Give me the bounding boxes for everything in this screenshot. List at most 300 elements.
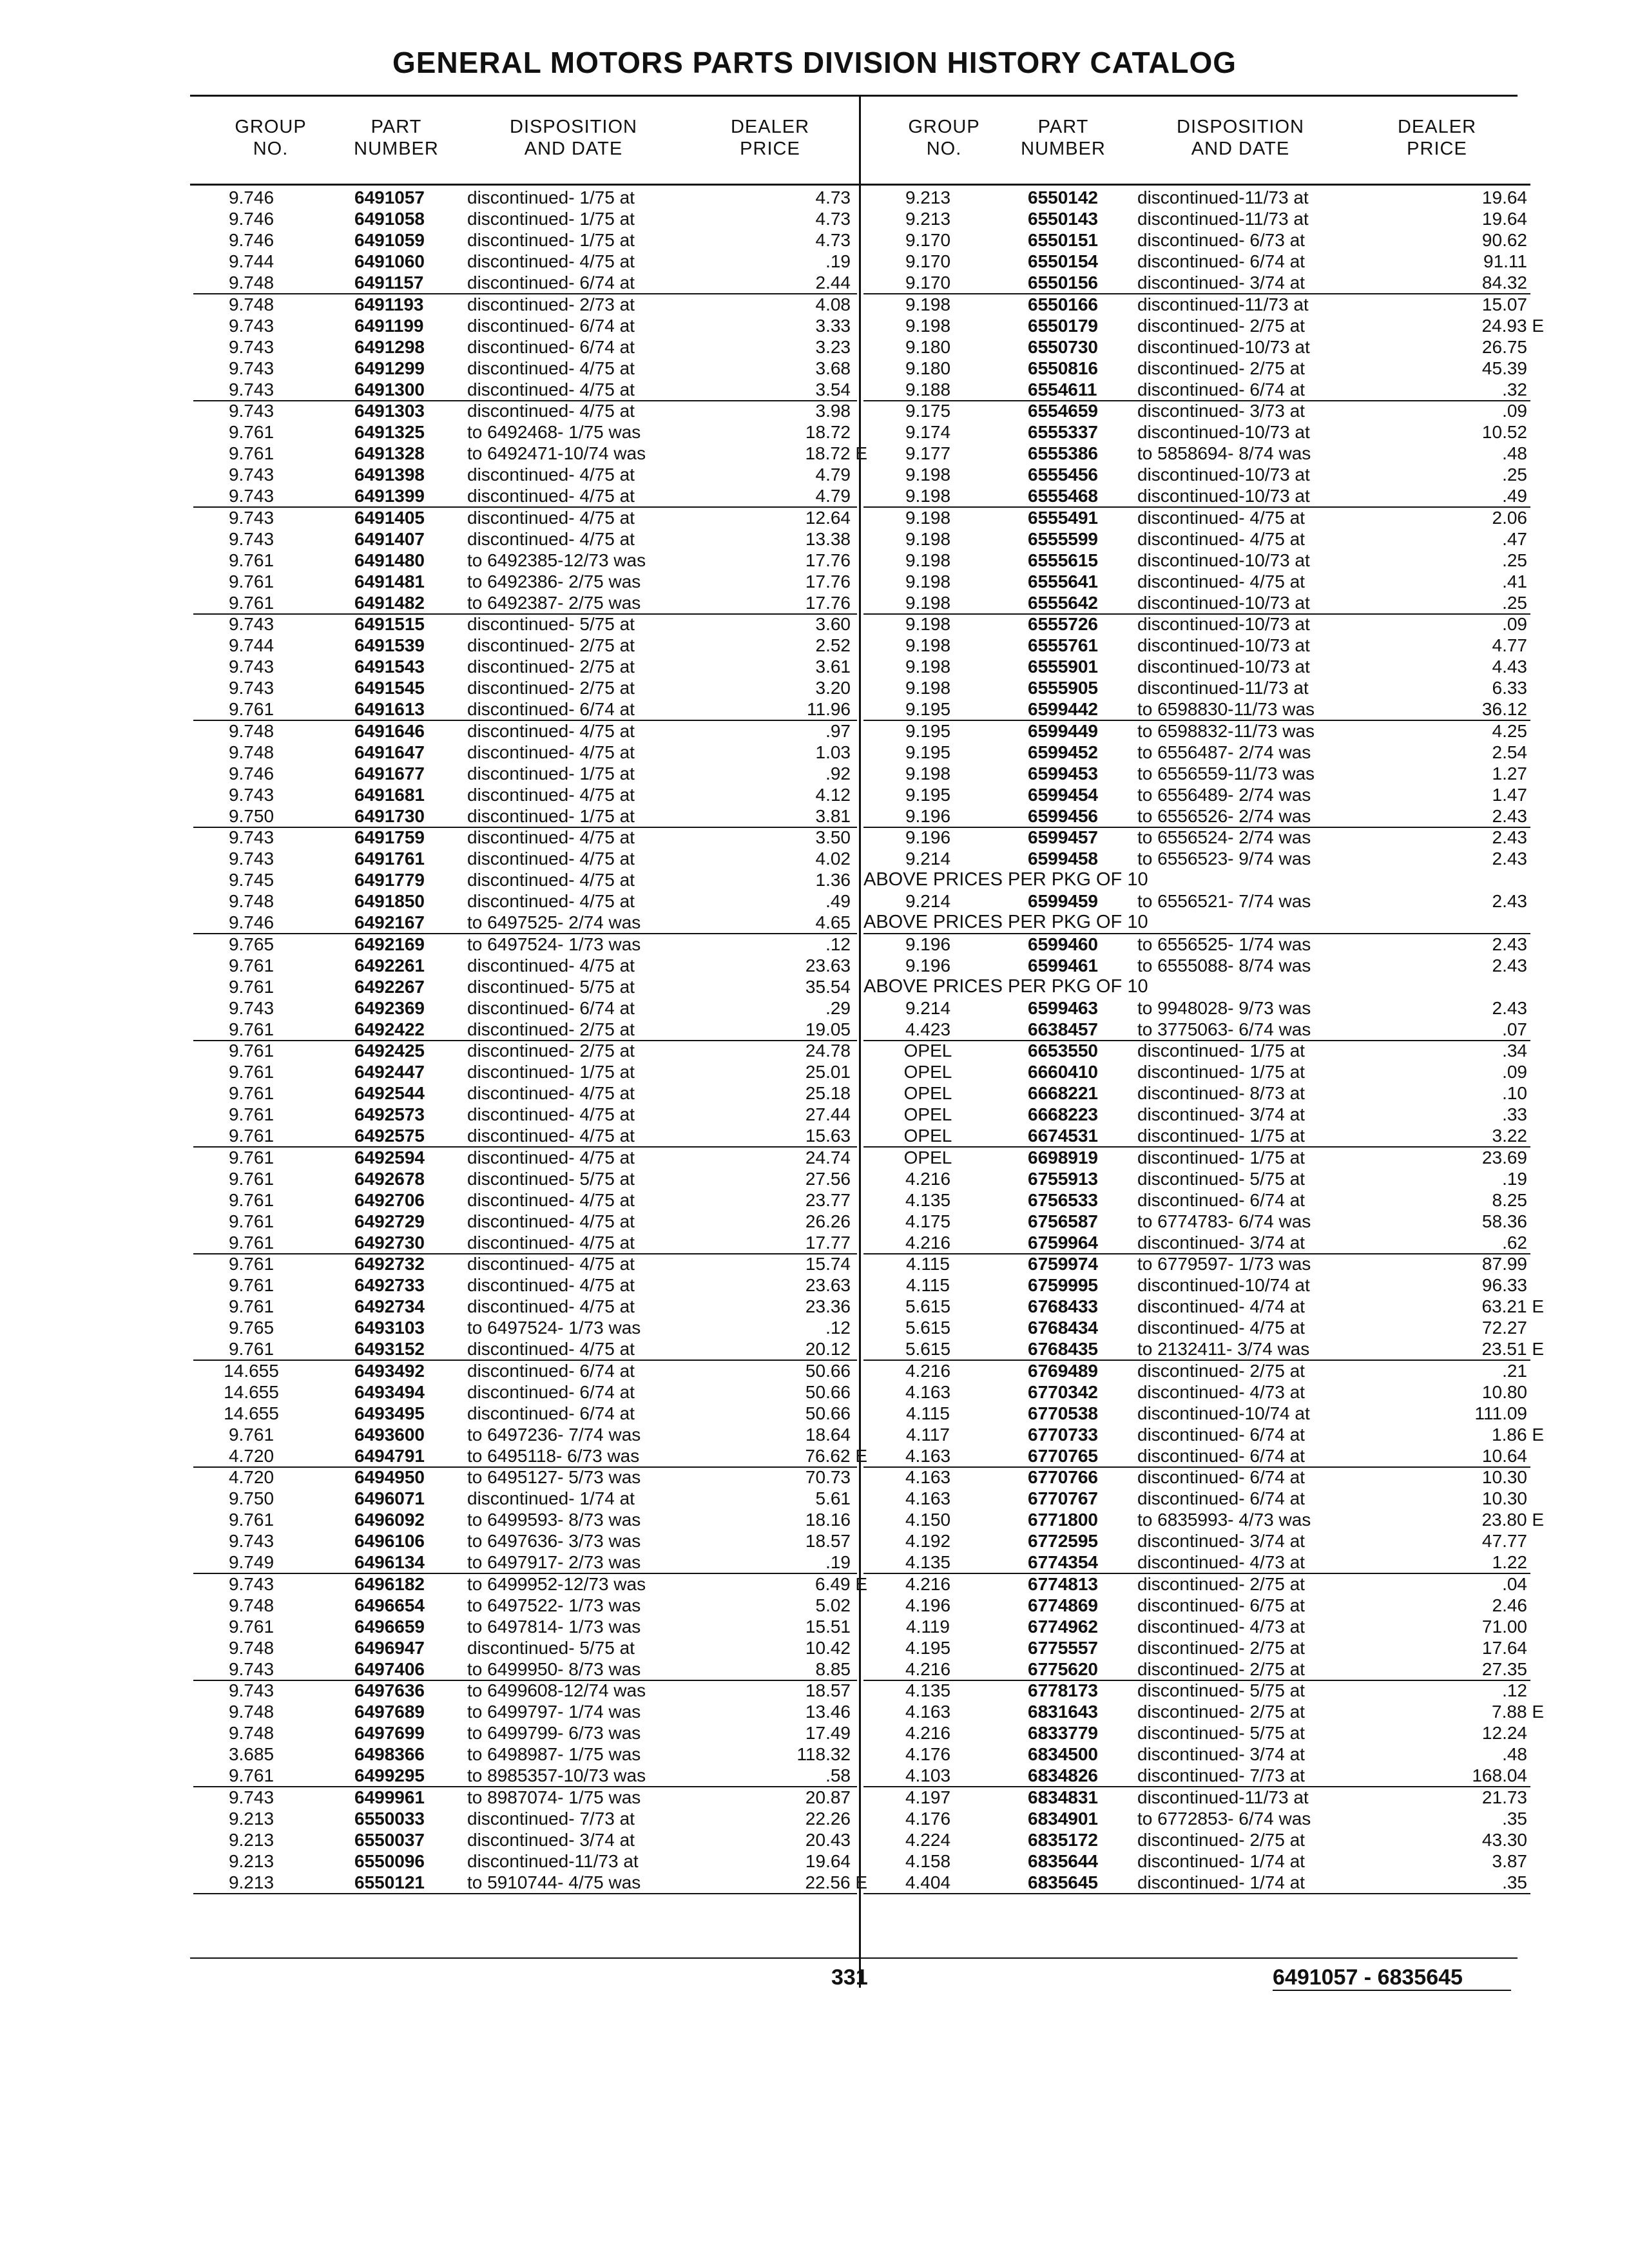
table-row <box>193 613 857 635</box>
disposition: discontinued- 4/75 at <box>467 1211 635 1231</box>
dealer-price: 17.77 <box>805 1232 851 1253</box>
group-number: 9.761 <box>228 1147 275 1168</box>
group-number: 9.761 <box>228 1424 275 1445</box>
dealer-price: 19.05 <box>805 1019 851 1039</box>
group-number: 9.761 <box>228 1254 275 1274</box>
table-row <box>193 1637 857 1658</box>
table-row <box>863 1808 1530 1829</box>
disposition: discontinued- 2/75 at <box>1137 1573 1305 1594</box>
part-number: 6599456 <box>1028 805 1099 826</box>
dealer-price: 4.79 <box>815 465 851 485</box>
disposition: to 6497522- 1/73 was <box>467 1595 641 1615</box>
table-row <box>863 272 1530 294</box>
dealer-price: 27.56 <box>805 1168 851 1189</box>
dealer-price: 10.80 <box>1481 1381 1527 1402</box>
dealer-price: 13.46 <box>805 1702 851 1722</box>
group-number: 9.195 <box>905 720 951 741</box>
dealer-price: 19.64 <box>805 1850 851 1871</box>
part-number: 6499295 <box>354 1765 425 1786</box>
part-number: 6491482 <box>354 592 425 613</box>
table-row <box>863 1466 1530 1488</box>
table-row <box>863 1360 1530 1381</box>
group-number: 9.743 <box>228 465 275 485</box>
group-number: 4.135 <box>905 1189 951 1210</box>
part-number: 6555641 <box>1028 571 1099 591</box>
dealer-price: .21 <box>1502 1360 1527 1381</box>
disposition: to 6497636- 3/73 was <box>467 1531 641 1552</box>
part-number: 6493494 <box>354 1381 425 1402</box>
table-row <box>863 1211 1530 1232</box>
group-number: 9.213 <box>228 1808 275 1829</box>
group-number: 4.404 <box>905 1872 951 1892</box>
part-number: 6555337 <box>1028 422 1099 443</box>
dealer-price: .25 <box>1502 465 1527 485</box>
disposition: to 5858694- 8/74 was <box>1137 443 1311 464</box>
group-number: 4.163 <box>905 1467 951 1487</box>
disposition: to 8985357-10/73 was <box>467 1765 646 1786</box>
disposition: discontinued-10/73 at <box>1137 635 1310 656</box>
header-disposition-2: AND DATE <box>524 139 623 159</box>
dealer-price: .12 <box>825 1318 851 1338</box>
group-number: 9.765 <box>228 1318 275 1338</box>
table-row <box>193 1360 857 1381</box>
disposition: to 6556521- 7/74 was <box>1137 891 1311 912</box>
disposition: discontinued- 3/74 at <box>1137 1104 1305 1125</box>
part-number: 6774354 <box>1028 1552 1099 1573</box>
group-number: 9.748 <box>228 1595 275 1615</box>
part-number: 6492425 <box>354 1041 425 1061</box>
group-number: 9.748 <box>228 1723 275 1744</box>
part-number: 6491730 <box>354 805 425 826</box>
disposition: discontinued- 4/73 at <box>1137 1552 1305 1573</box>
dealer-price: 3.68 <box>815 358 851 378</box>
dealer-price: .10 <box>1502 1083 1527 1104</box>
disposition: to 6499797- 1/74 was <box>467 1702 641 1722</box>
table-row <box>193 677 857 698</box>
part-number: 6492575 <box>354 1126 425 1146</box>
dealer-price: 4.73 <box>815 209 851 229</box>
group-number: 9.743 <box>228 379 275 399</box>
part-number: 6599449 <box>1028 720 1099 741</box>
table-row <box>193 550 857 571</box>
table-row <box>193 528 857 550</box>
part-number: 6492733 <box>354 1275 425 1296</box>
dealer-price: 19.64 <box>1481 187 1527 207</box>
table-row <box>863 251 1530 272</box>
disposition: discontinued-11/73 at <box>1137 294 1309 314</box>
table-row <box>193 229 857 251</box>
group-number: 9.743 <box>228 1573 275 1594</box>
table-row <box>863 507 1530 528</box>
dealer-price: 50.66 <box>805 1360 851 1381</box>
disposition: to 6774783- 6/74 was <box>1137 1211 1311 1231</box>
part-number: 6491539 <box>354 635 425 656</box>
part-number: 6834826 <box>1028 1765 1099 1786</box>
part-number: 6491761 <box>354 849 425 869</box>
dealer-price: .12 <box>825 934 851 954</box>
group-number: 9.761 <box>228 1211 275 1231</box>
part-number: 6550151 <box>1028 230 1099 251</box>
dealer-price: 1.03 <box>815 742 851 762</box>
group-number: 9.175 <box>905 401 951 421</box>
part-number: 6668223 <box>1028 1104 1099 1125</box>
group-number: 9.743 <box>228 401 275 421</box>
header-disposition-1: DISPOSITION <box>1177 117 1304 137</box>
disposition: discontinued- 6/75 at <box>1137 1595 1305 1615</box>
group-number: 9.170 <box>905 273 951 293</box>
table-row <box>193 400 857 421</box>
group-number: 9.198 <box>905 592 951 613</box>
part-number: 6491759 <box>354 827 425 847</box>
table-row <box>863 613 1530 635</box>
dealer-price: 11.96 <box>807 699 851 720</box>
group-number: 9.746 <box>228 912 275 933</box>
group-number: 9.214 <box>905 891 951 912</box>
price-note-row <box>863 976 1530 997</box>
table-row <box>863 1232 1530 1254</box>
table-row <box>193 571 857 592</box>
group-number: 9.744 <box>228 635 275 656</box>
dealer-price: 24.93 E <box>1481 315 1544 336</box>
dealer-price: 2.43 <box>1492 827 1527 847</box>
dealer-price: .29 <box>825 997 851 1018</box>
group-number: 9.214 <box>905 849 951 869</box>
group-number: 9.745 <box>228 870 275 890</box>
part-number: 6775620 <box>1028 1658 1099 1679</box>
part-number: 6492167 <box>354 912 425 933</box>
part-number: 6497636 <box>354 1680 425 1700</box>
table-row <box>863 997 1530 1019</box>
dealer-price: 45.39 <box>1481 358 1527 378</box>
dealer-price: 2.43 <box>1492 955 1527 975</box>
dealer-price: 4.08 <box>815 294 851 314</box>
group-number: 9.743 <box>228 1787 275 1807</box>
dealer-price: 4.77 <box>1492 635 1527 656</box>
part-number: 6554611 <box>1028 379 1097 399</box>
disposition: discontinued- 4/75 at <box>467 486 635 506</box>
dealer-price: 3.61 <box>815 657 851 677</box>
part-number: 6759995 <box>1028 1275 1099 1296</box>
table-row <box>193 784 857 805</box>
table-row <box>193 187 857 208</box>
table-row <box>193 379 857 401</box>
disposition: discontinued- 2/75 at <box>1137 1829 1305 1850</box>
table-row <box>193 1147 857 1168</box>
disposition: discontinued-10/74 at <box>1137 1403 1310 1423</box>
disposition: discontinued-10/73 at <box>1137 336 1310 357</box>
table-row <box>863 1616 1530 1637</box>
disposition: discontinued- 4/73 at <box>1137 1381 1305 1402</box>
table-row <box>863 1850 1530 1872</box>
group-number: 4.195 <box>905 1637 951 1658</box>
dealer-price: .09 <box>1502 401 1527 421</box>
dealer-price: 50.66 <box>805 1403 851 1423</box>
group-number: 9.743 <box>228 528 275 549</box>
header-group-1: GROUP <box>235 117 307 137</box>
group-number: 4.175 <box>905 1211 951 1231</box>
disposition: to 6772853- 6/74 was <box>1137 1808 1311 1829</box>
disposition: discontinued-11/73 at <box>1137 187 1309 207</box>
disposition: discontinued- 6/74 at <box>1137 1445 1305 1466</box>
disposition: discontinued- 2/75 at <box>467 657 635 677</box>
group-number: 9.198 <box>905 657 951 677</box>
group-number: 9.198 <box>905 614 951 634</box>
disposition: discontinued- 3/74 at <box>1137 1531 1305 1552</box>
group-number: 9.743 <box>228 784 275 805</box>
table-row <box>193 656 857 677</box>
header-disposition-1: DISPOSITION <box>510 117 637 137</box>
dealer-price: 2.43 <box>1492 849 1527 869</box>
dealer-price: .49 <box>825 891 851 912</box>
table-row <box>193 1381 857 1403</box>
part-number: 6768435 <box>1028 1339 1099 1360</box>
part-number: 6491480 <box>354 550 425 570</box>
disposition: discontinued- 4/75 at <box>467 379 635 399</box>
dealer-price: 12.24 <box>1481 1723 1527 1744</box>
part-number: 6770342 <box>1028 1381 1099 1402</box>
group-number: 9.743 <box>228 827 275 847</box>
group-number: 14.655 <box>224 1360 279 1381</box>
table-row <box>863 934 1530 955</box>
part-number: 6494950 <box>354 1467 425 1487</box>
table-row <box>863 848 1530 869</box>
part-number: 6496947 <box>354 1637 425 1658</box>
disposition: discontinued- 6/74 at <box>467 1381 635 1402</box>
group-number: 9.195 <box>905 699 951 720</box>
part-number: 6491328 <box>354 443 425 464</box>
dealer-price: 4.79 <box>815 486 851 506</box>
part-number: 6491057 <box>354 187 425 207</box>
part-number: 6492422 <box>354 1019 425 1039</box>
dealer-price: .48 <box>1502 443 1527 464</box>
dealer-price: 17.76 <box>805 571 851 591</box>
table-row <box>193 827 857 848</box>
disposition: discontinued- 8/73 at <box>1137 1083 1305 1104</box>
header-rule <box>190 95 1518 97</box>
dealer-price: 21.73 <box>1481 1787 1527 1807</box>
group-number: 9.743 <box>228 614 275 634</box>
footer-rule <box>190 1957 1518 1959</box>
part-number: 6550730 <box>1028 336 1099 357</box>
dealer-price: 15.63 <box>805 1126 851 1146</box>
part-number: 6493492 <box>354 1360 425 1381</box>
group-number: 9.214 <box>905 997 951 1018</box>
dealer-price: .49 <box>1502 486 1527 506</box>
right-table <box>863 187 1544 1927</box>
table-row <box>193 955 857 976</box>
disposition: discontinued- 4/75 at <box>467 1232 635 1253</box>
part-number: 6755913 <box>1028 1168 1099 1189</box>
part-number: 6491299 <box>354 358 425 378</box>
catalog-title: GENERAL MOTORS PARTS DIVISION HISTORY CATALOG <box>392 46 1237 79</box>
table-row <box>863 379 1530 401</box>
dealer-price: .19 <box>825 251 851 272</box>
group-number: 9.213 <box>905 209 951 229</box>
dealer-price: 2.43 <box>1492 891 1527 912</box>
table-row <box>193 976 857 997</box>
table-row <box>863 1680 1530 1701</box>
table-row <box>193 336 857 358</box>
dealer-price: 4.73 <box>815 230 851 251</box>
dealer-price: .19 <box>825 1552 851 1573</box>
page-range: 6491057 - 6835645 <box>1273 1965 1463 1990</box>
header-price-2: PRICE <box>1407 139 1467 159</box>
table-row <box>193 421 857 443</box>
group-number: 9.196 <box>905 934 951 954</box>
table-row <box>863 485 1530 508</box>
disposition: discontinued-11/73 at <box>1137 209 1309 229</box>
group-number: 9.198 <box>905 763 951 783</box>
part-number: 6550096 <box>354 1850 425 1871</box>
disposition: discontinued- 4/75 at <box>467 1083 635 1104</box>
group-number: 9.746 <box>228 187 275 207</box>
part-number: 6770765 <box>1028 1445 1099 1466</box>
table-row <box>863 1403 1530 1424</box>
part-number: 6660410 <box>1028 1062 1099 1082</box>
table-row <box>193 848 857 869</box>
disposition: to 6779597- 1/73 was <box>1137 1254 1311 1274</box>
part-number: 6496106 <box>354 1531 425 1552</box>
dealer-price: .58 <box>825 1765 851 1786</box>
table-top-rule-left <box>190 184 860 186</box>
group-number: 9.761 <box>228 1510 275 1530</box>
group-number: 9.743 <box>228 507 275 528</box>
dealer-price: 4.25 <box>1492 720 1527 741</box>
disposition: discontinued- 4/75 at <box>467 1254 635 1274</box>
dealer-price: 7.88 E <box>1492 1702 1544 1722</box>
dealer-price: 25.01 <box>805 1062 851 1082</box>
group-number: 9.180 <box>905 336 951 357</box>
dealer-price: 168.04 <box>1472 1765 1527 1786</box>
dealer-price: 17.76 <box>805 592 851 613</box>
disposition: discontinued- 4/75 at <box>467 528 635 549</box>
group-number: 9.195 <box>905 784 951 805</box>
table-row <box>193 443 867 464</box>
table-row <box>193 1168 857 1189</box>
part-number: 6774869 <box>1028 1595 1099 1615</box>
group-number: 9.198 <box>905 315 951 336</box>
group-number: 9.761 <box>228 1275 275 1296</box>
dealer-price: 1.27 <box>1492 763 1527 783</box>
part-number: 6492169 <box>354 934 425 954</box>
group-number: 9.170 <box>905 251 951 272</box>
dealer-price: 3.20 <box>815 678 851 698</box>
part-number: 6835645 <box>1028 1872 1099 1892</box>
disposition: discontinued- 4/75 at <box>467 955 635 975</box>
group-number: 4.216 <box>905 1232 951 1253</box>
part-number: 6599463 <box>1028 997 1099 1018</box>
group-number: 9.174 <box>905 422 951 443</box>
table-row <box>193 1722 857 1744</box>
disposition: discontinued- 1/74 at <box>1137 1850 1305 1871</box>
header-group-2: NO. <box>926 139 962 159</box>
part-number: 6550121 <box>354 1872 425 1892</box>
price-note: ABOVE PRICES PER PKG OF 10 <box>863 912 1148 933</box>
table-row <box>193 1552 857 1574</box>
table-row <box>193 1850 857 1872</box>
part-number: 6492261 <box>354 955 425 975</box>
disposition: discontinued- 5/75 at <box>467 976 635 997</box>
table-row <box>863 1061 1530 1082</box>
table-row <box>863 827 1530 848</box>
table-row <box>863 1424 1544 1445</box>
dealer-price: .25 <box>1502 592 1527 613</box>
table-row <box>193 1403 857 1424</box>
disposition: discontinued- 1/75 at <box>1137 1126 1305 1146</box>
disposition: discontinued- 4/75 at <box>467 1126 635 1146</box>
dealer-price: 3.60 <box>815 614 851 634</box>
table-row <box>193 805 857 828</box>
group-number: 9.748 <box>228 720 275 741</box>
table-row <box>193 1104 857 1125</box>
group-number: 4.720 <box>228 1467 275 1487</box>
group-number: 9.180 <box>905 358 951 378</box>
disposition: discontinued- 4/75 at <box>467 358 635 378</box>
table-row <box>863 1168 1530 1189</box>
disposition: discontinued- 3/74 at <box>1137 1744 1305 1765</box>
group-number: 4.115 <box>906 1403 950 1423</box>
dealer-price: 25.18 <box>805 1083 851 1104</box>
price-note-row <box>863 869 1530 890</box>
part-number: 6599461 <box>1028 955 1099 975</box>
dealer-price: 23.63 <box>805 1275 851 1296</box>
group-number: 9.743 <box>228 336 275 357</box>
part-number: 6492594 <box>354 1147 425 1168</box>
part-number: 6555726 <box>1028 614 1099 634</box>
dealer-price: 3.98 <box>815 401 851 421</box>
table-row <box>193 485 857 508</box>
price-note-row <box>863 912 1530 934</box>
group-number: 9.761 <box>228 1083 275 1104</box>
part-number: 6759974 <box>1028 1254 1099 1274</box>
dealer-price: .92 <box>825 763 851 783</box>
dealer-price: 58.36 <box>1481 1211 1527 1231</box>
part-number: 6491060 <box>354 251 425 272</box>
part-number: 6491481 <box>354 571 425 591</box>
dealer-price: 3.87 <box>1492 1850 1527 1871</box>
part-number: 6555386 <box>1028 443 1099 464</box>
disposition: discontinued- 4/75 at <box>467 784 635 805</box>
disposition: discontinued- 1/75 at <box>1137 1147 1305 1168</box>
dealer-price: 24.78 <box>805 1041 851 1061</box>
group-number: 9.744 <box>228 251 275 272</box>
dealer-price: 4.73 <box>815 187 851 207</box>
header-group-2: NO. <box>253 139 289 159</box>
part-number: 6492732 <box>354 1254 425 1274</box>
part-number: 6496092 <box>354 1510 425 1530</box>
table-row <box>193 1125 857 1148</box>
disposition: discontinued- 4/75 at <box>467 720 635 741</box>
group-number: 5.615 <box>905 1318 951 1338</box>
part-number: 6491300 <box>354 379 425 399</box>
group-number: 14.655 <box>224 1403 279 1423</box>
group-number: 9.761 <box>228 1339 275 1360</box>
table-row <box>193 1509 857 1530</box>
header-part-1: PART <box>371 117 422 137</box>
disposition: discontinued- 6/74 at <box>1137 1424 1305 1445</box>
part-number: 6770766 <box>1028 1467 1099 1487</box>
disposition: discontinued- 1/75 at <box>1137 1062 1305 1082</box>
group-number: OPEL <box>903 1147 952 1168</box>
disposition: to 6492387- 2/75 was <box>467 592 641 613</box>
disposition: discontinued- 5/75 at <box>467 1637 635 1658</box>
dealer-price: 18.16 <box>805 1510 851 1530</box>
group-number: 9.748 <box>228 742 275 762</box>
disposition: discontinued- 4/75 at <box>467 827 635 847</box>
part-number: 6768433 <box>1028 1296 1099 1317</box>
group-number: 9.743 <box>228 849 275 869</box>
dealer-price: 4.02 <box>815 849 851 869</box>
